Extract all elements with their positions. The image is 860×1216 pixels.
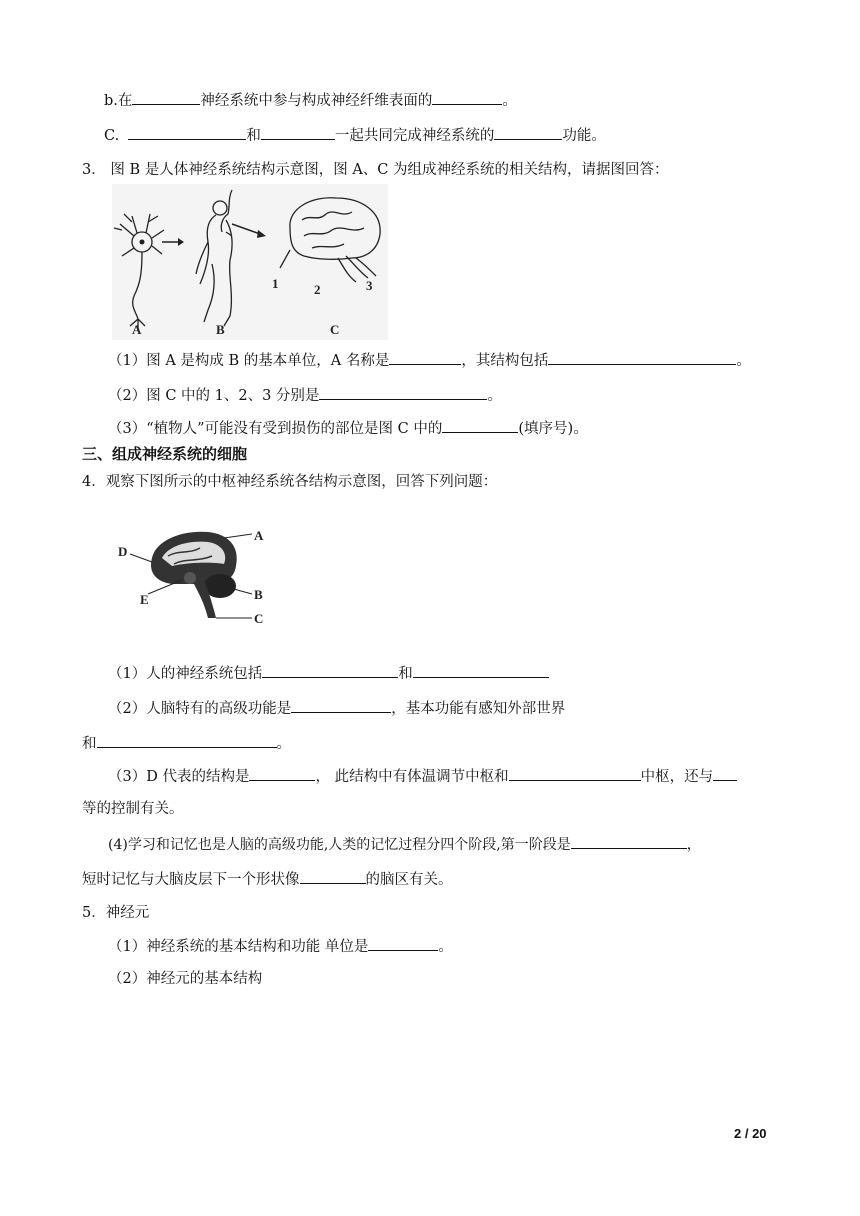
body-drawing: [196, 190, 232, 326]
midbrain-shape: [184, 572, 196, 584]
answer-blank[interactable]: [249, 766, 315, 781]
answer-blank[interactable]: [713, 766, 737, 781]
answer-blank[interactable]: [413, 663, 549, 678]
question-line-b: b.在 神经系统中参与构成神经纤维表面的 。: [104, 90, 517, 111]
answer-blank[interactable]: [571, 834, 687, 849]
nervous-system-figure: [112, 184, 388, 340]
question-4-part-3: （3）D 代表的结构是 ， 此结构中有体温调节中枢和 中枢，还与: [108, 766, 737, 787]
fig-label-A: A: [132, 322, 142, 337]
section-heading: 三、组成神经系统的细胞: [82, 445, 248, 463]
fig-label-C: C: [254, 611, 264, 626]
brain-section-svg: [112, 522, 270, 628]
answer-blank[interactable]: [548, 350, 736, 365]
question-5-part-1: （1）神经系统的基本结构和功能 单位是 。: [108, 936, 453, 957]
answer-blank[interactable]: [368, 936, 438, 951]
arrow-head-2: [257, 230, 266, 238]
answer-blank[interactable]: [319, 385, 487, 400]
leader-line-A: [224, 534, 252, 538]
fig-label-2: 2: [314, 282, 321, 297]
question-4-part-4: (4)学习和记忆也是人脑的高级功能,人类的记忆过程分四个阶段,第一阶段是 ，: [108, 834, 701, 855]
question-line-c: C. 和 一起共同完成神经系统的 功能。: [104, 125, 606, 146]
answer-blank[interactable]: [389, 350, 461, 365]
fig-label-B: B: [254, 587, 263, 602]
fig-label-1: 1: [272, 276, 279, 291]
question-4-part-2-cont: 和 。: [82, 733, 291, 754]
answer-blank[interactable]: [261, 125, 335, 140]
question-3-part-2: （2）图 C 中的 1、2、3 分别是 。: [108, 385, 502, 406]
nervous-system-figure-svg: [112, 184, 388, 340]
question-5-part-2: （2）神经元的基本结构: [108, 971, 263, 987]
brain-section-figure: [112, 522, 270, 628]
fig-label-B: B: [216, 322, 225, 337]
question-3-stem: 3． 图 B 是人体神经系统结构示意图，图 A、C 为组成神经系统的相关结构，请据图回答：: [82, 162, 669, 178]
neuron-drawing: [114, 214, 164, 330]
answer-blank[interactable]: [432, 90, 502, 105]
fig-label-A: A: [254, 528, 264, 543]
question-4-stem: 4．观察下图所示的中枢神经系统各结构示意图，回答下列问题：: [82, 474, 498, 490]
question-4-part-3-cont: 等的控制有关。: [82, 801, 184, 817]
answer-blank[interactable]: [291, 698, 391, 713]
page-number: 2 / 20: [734, 1126, 767, 1141]
brain-drawing: [280, 198, 380, 282]
answer-blank[interactable]: [97, 733, 277, 748]
arrow-head: [178, 238, 184, 246]
leader-line-D: [130, 554, 152, 562]
answer-blank[interactable]: [442, 418, 518, 433]
answer-blank[interactable]: [262, 663, 398, 678]
fig-label-C: C: [330, 322, 340, 337]
question-4-part-4-cont: 短时记忆与大脑皮层下一个形状像 的脑区有关。: [82, 869, 453, 890]
fig-label-D: D: [118, 544, 128, 559]
fig-label-E: E: [140, 592, 149, 607]
question-4-part-2: （2）人脑特有的高级功能是 ，基本功能有感知外部世界: [108, 698, 565, 719]
question-4-part-1: （1）人的神经系统包括 和: [108, 663, 549, 684]
answer-blank[interactable]: [509, 766, 641, 781]
question-5-stem: 5．神经元: [82, 905, 150, 921]
nucleus: [140, 240, 145, 245]
answer-blank[interactable]: [494, 125, 562, 140]
answer-blank[interactable]: [300, 869, 366, 884]
fig-label-3: 3: [366, 278, 373, 293]
answer-blank[interactable]: [128, 125, 246, 140]
question-3-part-1: （1）图 A 是构成 B 的基本单位，A 名称是 ，其结构包括 。: [108, 350, 751, 371]
question-3-part-3: （3）“植物人”可能没有受到损伤的部位是图 C 中的 (填序号)。: [108, 418, 588, 439]
answer-blank[interactable]: [132, 90, 200, 105]
arrow-line-2: [232, 224, 260, 234]
